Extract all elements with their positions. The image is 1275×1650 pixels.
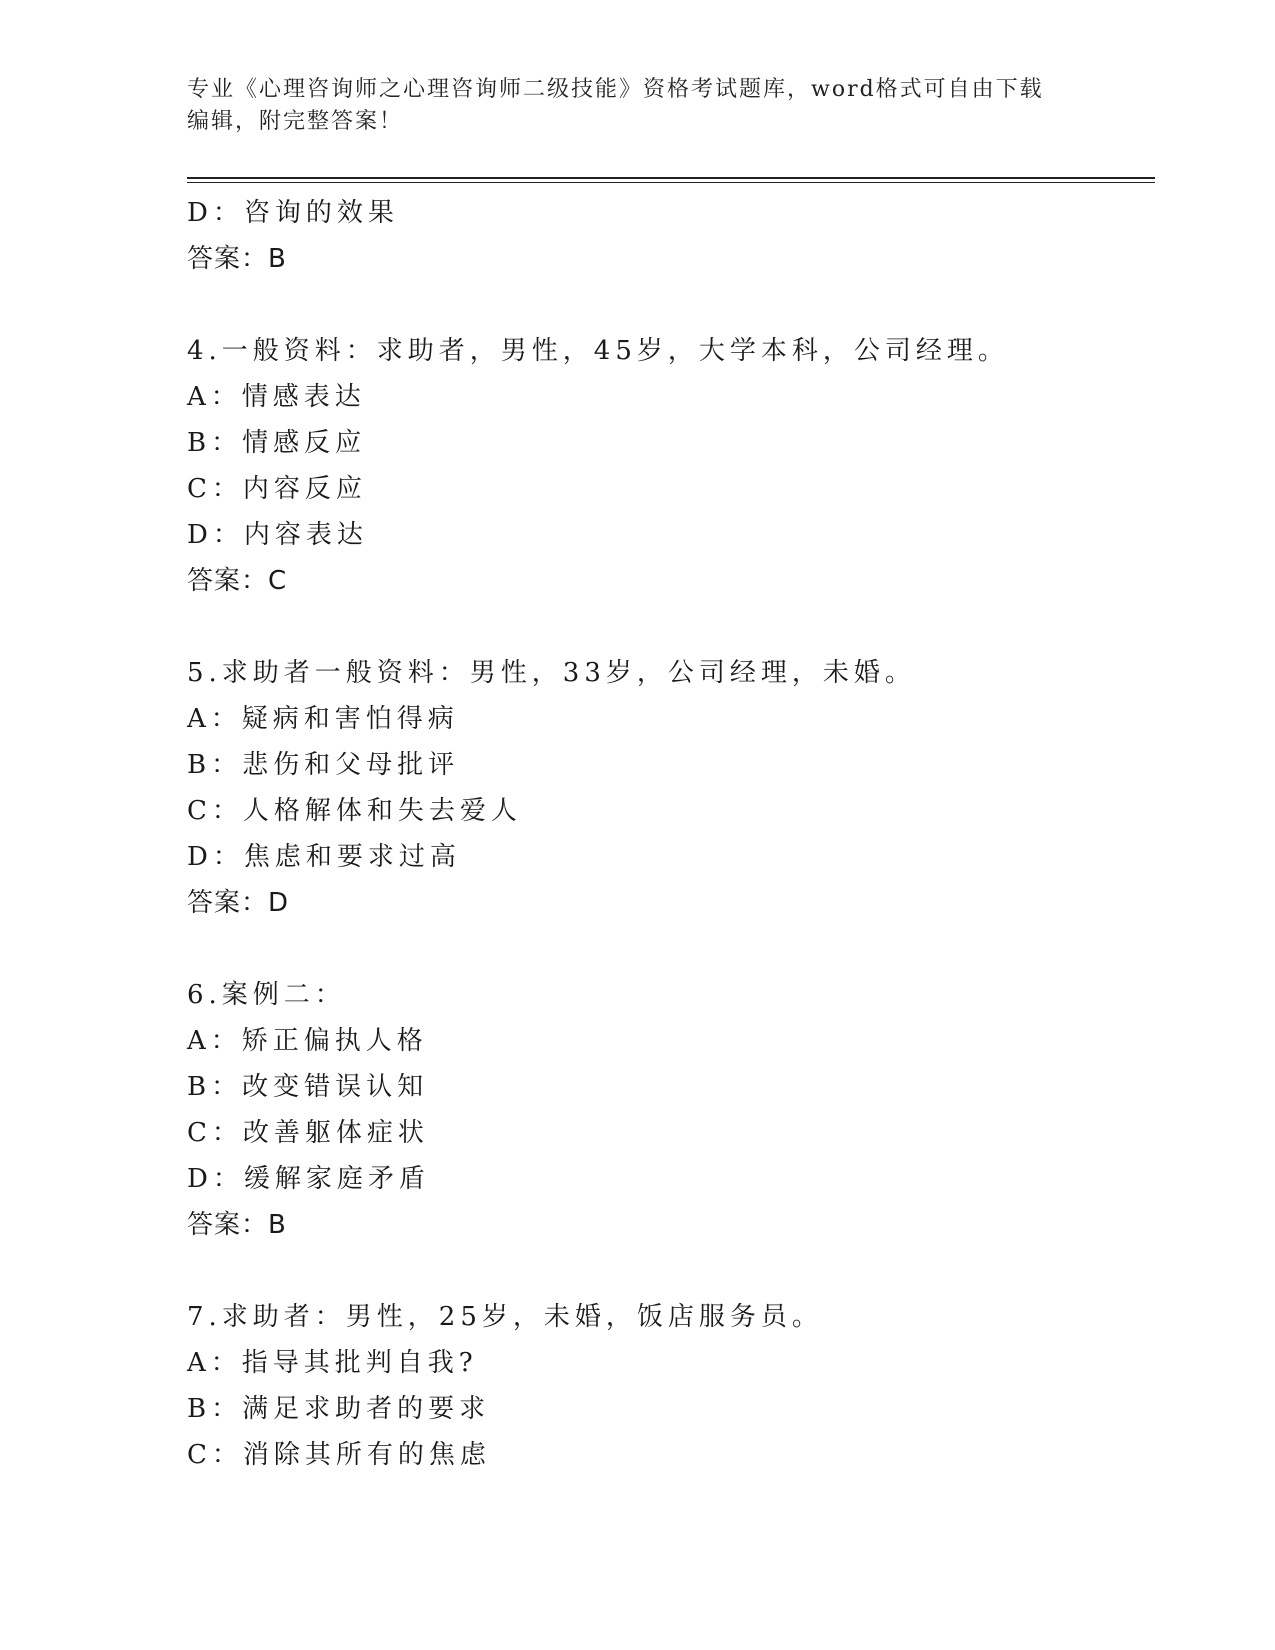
- answer-line: 答案：B: [187, 1210, 287, 1240]
- spacer: [187, 1248, 1147, 1294]
- option-a: A：情感表达: [187, 382, 366, 412]
- question-list: [187, 190, 1147, 1478]
- option-b: B：情感反应: [187, 428, 367, 458]
- option-a: A：矫正偏执人格: [187, 1026, 428, 1056]
- question-block-3-tail: [187, 190, 1147, 282]
- answer-line: 答案：C: [187, 566, 288, 596]
- option-c: C：人格解体和失去爱人: [187, 796, 522, 826]
- header-divider-thick: [187, 177, 1155, 179]
- question-block-4: [187, 328, 1147, 604]
- header-line-1: 专业《心理咨询师之心理咨询师二级技能》资格考试题库，word格式可自由下载: [187, 77, 1044, 102]
- question-stem: 5.求助者一般资料：男性，33岁，公司经理，未婚。: [187, 658, 916, 688]
- spacer: [187, 604, 1147, 650]
- option-d: D：咨询的效果: [187, 198, 399, 228]
- spacer: [187, 282, 1147, 328]
- question-stem: 7.求助者：男性，25岁，未婚，饭店服务员。: [187, 1302, 823, 1332]
- question-block-6: [187, 972, 1147, 1248]
- option-d: D：焦虑和要求过高: [187, 842, 461, 872]
- header-line-2: 编辑，附完整答案！: [187, 109, 404, 134]
- document-header: [187, 74, 1077, 138]
- answer-line: 答案：B: [187, 244, 287, 274]
- question-stem: 4.一般资料：求助者，男性，45岁，大学本科，公司经理。: [187, 336, 1009, 366]
- option-d: D：缓解家庭矛盾: [187, 1164, 430, 1194]
- option-b: B：改变错误认知: [187, 1072, 429, 1102]
- option-b: B：满足求助者的要求: [187, 1394, 491, 1424]
- question-block-5: [187, 650, 1147, 926]
- option-b: B：悲伤和父母批评: [187, 750, 460, 780]
- option-c: C：内容反应: [187, 474, 367, 504]
- option-a: A：指导其批判自我?: [187, 1348, 478, 1378]
- question-stem: 6.案例二：: [187, 980, 346, 1010]
- answer-line: 答案：D: [187, 888, 290, 918]
- option-c: C：改善躯体症状: [187, 1118, 429, 1148]
- header-divider-thin: [187, 182, 1155, 183]
- spacer: [187, 926, 1147, 972]
- question-block-7: [187, 1294, 1147, 1478]
- option-a: A：疑病和害怕得病: [187, 704, 459, 734]
- option-d: D：内容表达: [187, 520, 368, 550]
- option-c: C：消除其所有的焦虑: [187, 1440, 491, 1470]
